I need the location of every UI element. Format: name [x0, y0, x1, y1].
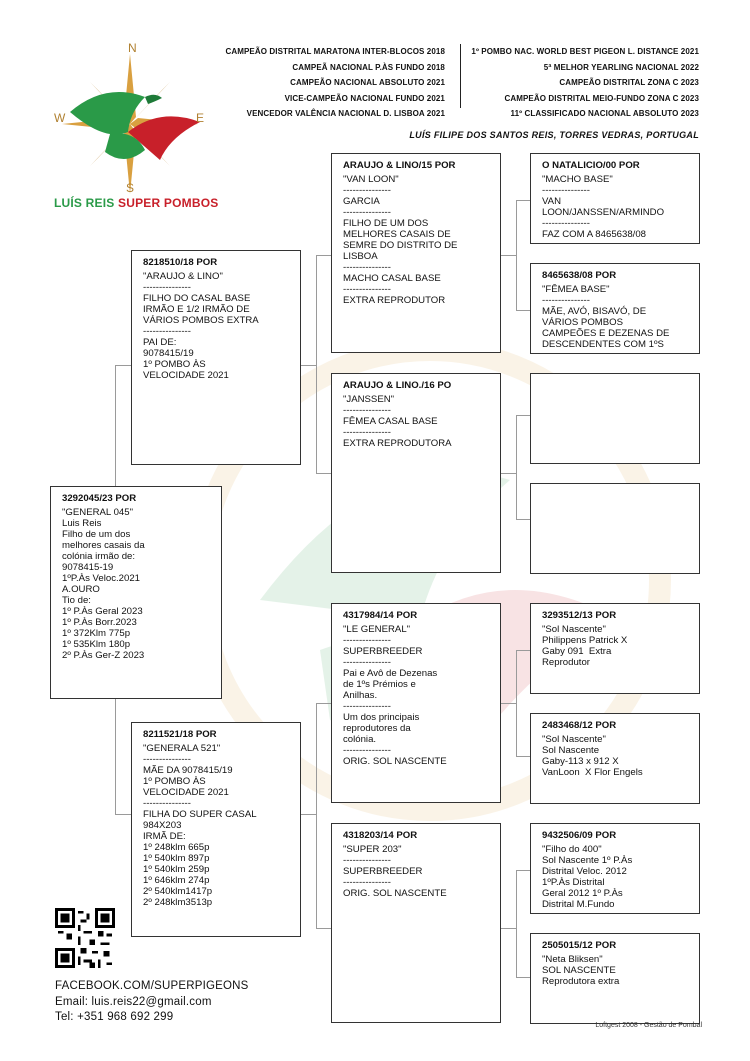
box-line: --------------- — [343, 262, 391, 273]
box-line: "LE GENERAL" — [343, 624, 411, 635]
box-line: --------------- — [143, 754, 191, 765]
ring-number: 2483468/12 POR — [542, 720, 617, 731]
pedigree-box-gen3-3[interactable] — [530, 373, 700, 464]
title-line: CAMPEÃO DISTRITAL ZONA C 2023 — [559, 78, 699, 88]
box-line: Gaby-113 x 912 X — [542, 756, 619, 767]
connector — [115, 365, 116, 486]
box-line: "ARAUJO & LINO" — [143, 271, 223, 282]
box-line: GARCIA — [343, 196, 380, 207]
svg-text:S: S — [126, 181, 135, 195]
pedigree-box-subject[interactable] — [50, 486, 222, 699]
connector — [516, 415, 517, 519]
box-line: --------------- — [143, 798, 191, 809]
contact-block — [55, 979, 249, 1026]
title-divider — [460, 44, 461, 108]
box-line: "Sol Nascente" — [542, 624, 606, 635]
connector — [516, 415, 530, 416]
box-line: IRMÃO E 1/2 IRMÃO DE — [143, 304, 250, 315]
box-line: colónia irmão de: — [62, 551, 136, 562]
box-line: reprodutores da — [343, 723, 411, 734]
facebook-link[interactable]: FACEBOOK.COM/SUPERPIGEONS — [55, 980, 249, 992]
connector — [301, 365, 316, 366]
box-line: 2º 248klm3513p — [143, 897, 213, 908]
connector — [501, 703, 516, 704]
box-line: Um dos principais — [343, 712, 420, 723]
box-line: Filho de um dos — [62, 529, 131, 540]
pedigree-box-dam-dam[interactable] — [331, 823, 501, 1023]
box-line: de 1ºs Prémios e — [343, 679, 416, 690]
box-line: "GENERALA 521" — [143, 743, 221, 754]
box-line: "Filho do 400" — [542, 844, 602, 855]
box-line: --------------- — [343, 207, 391, 218]
box-line: Luis Reis — [62, 518, 102, 529]
box-line: Distrital Veloc. 2012 — [542, 866, 627, 877]
box-line: --------------- — [143, 326, 191, 337]
box-line: 9078415-19 — [62, 562, 114, 573]
connector — [516, 650, 530, 651]
pedigree-box-gen3-4[interactable] — [530, 483, 700, 574]
box-line: MACHO CASAL BASE — [343, 273, 441, 284]
connector — [501, 255, 516, 256]
connector — [516, 870, 517, 977]
box-line: MÃE, AVÓ, BISAVÓ, DE — [542, 306, 647, 317]
brand-name — [54, 196, 218, 210]
owner-line: LUÍS FILIPE DOS SANTOS REIS, TORRES VEDRAS, PORTUGAL — [409, 130, 699, 140]
box-line: 1º POMBO ÀS — [143, 359, 206, 370]
box-line: MELHORES CASAIS DE — [343, 229, 451, 240]
ring-number: 4318203/14 POR — [343, 830, 418, 841]
box-line: "MACHO BASE" — [542, 174, 613, 185]
box-line: LOON/JANSSEN/ARMINDO — [542, 207, 665, 218]
ring-number: 4317984/14 POR — [343, 610, 418, 621]
qr-code-icon[interactable] — [55, 908, 115, 968]
box-line: ORIG. SOL NASCENTE — [343, 888, 447, 899]
luis-reis-logo — [50, 42, 210, 212]
software-credit: Loftgest 2008 - Gestão de Pombal — [595, 1022, 702, 1029]
box-line: SEMRE DO DISTRITO DE — [343, 240, 458, 251]
box-line: CAMPEÕES E DEZENAS DE — [542, 328, 670, 339]
box-line: Pai e Avô de Dezenas — [343, 668, 438, 679]
box-line: SOL NASCENTE — [542, 965, 616, 976]
connector — [501, 928, 516, 929]
box-line: 1º POMBO ÀS — [143, 776, 206, 787]
ring-number: 8211521/18 POR — [143, 729, 217, 740]
box-line: 1ºP.Às Distrital — [542, 877, 605, 888]
box-line: "Neta Bliksen" — [542, 954, 603, 965]
pedigree-box-gen3-2[interactable] — [530, 263, 700, 354]
ring-number: 2505015/12 POR — [542, 940, 617, 951]
connector — [316, 255, 317, 473]
svg-text:N: N — [128, 42, 137, 55]
title-line: CAMPEÃ NACIONAL P.ÀS FUNDO 2018 — [292, 62, 445, 72]
box-line: Sol Nascente — [542, 745, 600, 756]
ring-number: ARAUJO & LINO/15 POR — [343, 160, 456, 171]
box-line: VELOCIDADE 2021 — [143, 370, 229, 381]
brand-name-part2: SUPER POMBOS — [118, 196, 219, 210]
connector — [316, 703, 317, 928]
box-line: IRMÃ DE: — [143, 831, 186, 842]
box-line: Reprodutora extra — [542, 976, 620, 987]
connector — [316, 255, 331, 256]
box-line: FILHO DE UM DOS — [343, 218, 429, 229]
connector — [516, 310, 530, 311]
box-line: 2º 540klm1417p — [143, 886, 213, 897]
box-line: 984X203 — [143, 820, 182, 831]
box-line: EXTRA REPRODUTORA — [343, 438, 452, 449]
box-line: colónia. — [343, 734, 377, 745]
pedigree-box-gen3-5[interactable] — [530, 603, 700, 694]
box-line: VÁRIOS POMBOS EXTRA — [143, 315, 259, 326]
box-line: --------------- — [343, 185, 391, 196]
box-line: "SUPER 203" — [343, 844, 402, 855]
box-line: 1º 535Klm 180p — [62, 639, 131, 650]
box-line: "FÊMEA BASE" — [542, 284, 610, 295]
box-line: 1º 540klm 897p — [143, 853, 210, 864]
box-line: Reprodutor — [542, 657, 590, 668]
connector — [501, 473, 516, 474]
box-line: FAZ COM A 8465638/08 — [542, 229, 646, 240]
connector — [516, 200, 530, 201]
ring-number: 3293512/13 POR — [542, 610, 617, 621]
titles-left — [205, 44, 445, 122]
box-line: 1º P.Às Geral 2023 — [62, 606, 143, 617]
titles-right — [470, 44, 699, 122]
box-line: VÁRIOS POMBOS — [542, 317, 624, 328]
box-line: --------------- — [343, 855, 391, 866]
title-line: 1º POMBO NAC. WORLD BEST PIGEON L. DISTANCE 2021 — [471, 47, 699, 56]
box-line: MÃE DA 9078415/19 — [143, 765, 233, 776]
box-line: Tio de: — [62, 595, 91, 606]
box-line: VanLoon X Flor Engels — [542, 767, 643, 778]
title-line: 11º CLASSIFICADO NACIONAL ABSOLUTO 2023 — [510, 109, 699, 119]
box-line: FILHO DO CASAL BASE — [143, 293, 251, 304]
box-line: Geral 2012 1º P.Às — [542, 888, 623, 899]
box-line: --------------- — [343, 635, 391, 646]
pedigree-box-gen3-1[interactable] — [530, 153, 700, 244]
box-line: "VAN LOON" — [343, 174, 399, 185]
title-line: VICE-CAMPEÃO NACIONAL FUNDO 2021 — [284, 93, 445, 103]
box-line: --------------- — [343, 877, 391, 888]
box-line: melhores casais da — [62, 540, 145, 551]
box-line: "GENERAL 045" — [62, 507, 133, 518]
box-line: --------------- — [343, 427, 391, 438]
box-line: --------------- — [542, 295, 590, 306]
svg-text:E: E — [196, 111, 205, 125]
box-line: A.OURO — [62, 584, 100, 595]
connector — [115, 699, 116, 814]
svg-text:W: W — [54, 111, 66, 125]
box-line: Philippens Patrick X — [542, 635, 628, 646]
email-link[interactable]: Email: luis.reis22@gmail.com — [55, 995, 212, 1008]
box-line: EXTRA REPRODUTOR — [343, 295, 446, 306]
box-line: "Sol Nascente" — [542, 734, 606, 745]
title-line: CAMPEÃO NACIONAL ABSOLUTO 2021 — [290, 78, 445, 88]
pedigree-box-dam[interactable] — [131, 722, 301, 937]
phone-number[interactable]: Tel: +351 968 692 299 — [55, 1011, 174, 1023]
box-line: 1º 248klm 665p — [143, 842, 210, 853]
ring-number: 8218510/18 POR — [143, 257, 218, 268]
box-line: 1º 372Klm 775p — [62, 628, 131, 639]
connector — [516, 519, 530, 520]
connector — [516, 200, 517, 310]
box-line: 1ºP.Às Veloc.2021 — [62, 573, 141, 584]
box-line: --------------- — [343, 284, 391, 295]
box-line: --------------- — [343, 701, 391, 712]
box-line: --------------- — [343, 745, 391, 756]
box-line: PAI DE: — [143, 337, 177, 348]
connector — [516, 650, 517, 756]
box-line: ORIG. SOL NASCENTE — [343, 756, 447, 767]
box-line: --------------- — [343, 657, 391, 668]
connector — [516, 756, 530, 757]
box-line: 2º P.Às Ger-Z 2023 — [62, 650, 145, 661]
connector — [316, 928, 331, 929]
pedigree-box-sire-sire[interactable] — [331, 153, 501, 353]
box-line: DESCENDENTES COM 1ºS — [542, 339, 664, 350]
box-line: FÊMEA CASAL BASE — [343, 416, 438, 427]
title-line: CAMPEÃO DISTRITAL MARATONA INTER-BLOCOS 2018 — [225, 47, 445, 56]
pedigree-box-gen3-7[interactable] — [530, 823, 700, 914]
title-line: CAMPEÃO DISTRITAL MEIO-FUNDO ZONA C 2023 — [504, 93, 699, 103]
box-line: --------------- — [143, 282, 191, 293]
connector — [316, 473, 331, 474]
ring-number: 9432506/09 POR — [542, 830, 617, 841]
pedigree-box-dam-sire[interactable] — [331, 603, 501, 803]
box-line: 1º 646klm 274p — [143, 875, 210, 886]
box-line: LISBOA — [343, 251, 378, 262]
box-line: --------------- — [343, 405, 391, 416]
pedigree-box-sire-dam[interactable] — [331, 373, 501, 573]
ring-number: 3292045/23 POR — [62, 493, 137, 504]
connector — [516, 870, 530, 871]
box-line: Sol Nascente 1º P.Às — [542, 855, 633, 866]
box-line: --------------- — [542, 185, 590, 196]
title-line: 5ª MELHOR YEARLING NACIONAL 2022 — [543, 62, 699, 72]
pedigree-box-sire[interactable] — [131, 250, 301, 465]
box-line: SUPERBREEDER — [343, 866, 423, 877]
box-line: --------------- — [542, 218, 590, 229]
connector — [301, 814, 316, 815]
box-line: Gaby 091 Extra — [542, 646, 612, 657]
box-line: 1º 540klm 259p — [143, 864, 210, 875]
ring-number: 8465638/08 POR — [542, 270, 617, 281]
box-line: FILHA DO SUPER CASAL — [143, 809, 257, 820]
title-line: VENCEDOR VALÊNCIA NACIONAL D. LISBOA 2021 — [246, 109, 445, 119]
pedigree-box-gen3-6[interactable] — [530, 713, 700, 804]
connector — [316, 703, 331, 704]
connector — [115, 365, 131, 366]
box-line: "JANSSEN" — [343, 394, 395, 405]
box-line: Distrital M.Fundo — [542, 899, 615, 910]
ring-number: ARAUJO & LINO./16 PO — [343, 380, 452, 391]
box-line: SUPERBREEDER — [343, 646, 423, 657]
brand-name-part1: LUÍS REIS — [54, 196, 115, 210]
box-line: 1º P.Às Borr.2023 — [62, 617, 137, 628]
ring-number: O NATALICIO/00 POR — [542, 160, 640, 171]
connector — [516, 977, 530, 978]
pedigree-box-gen3-8[interactable] — [530, 933, 700, 1024]
box-line: VELOCIDADE 2021 — [143, 787, 229, 798]
box-line: Anilhas. — [343, 690, 378, 701]
connector — [115, 814, 131, 815]
box-line: VAN — [542, 196, 562, 207]
box-line: 9078415/19 — [143, 348, 194, 359]
